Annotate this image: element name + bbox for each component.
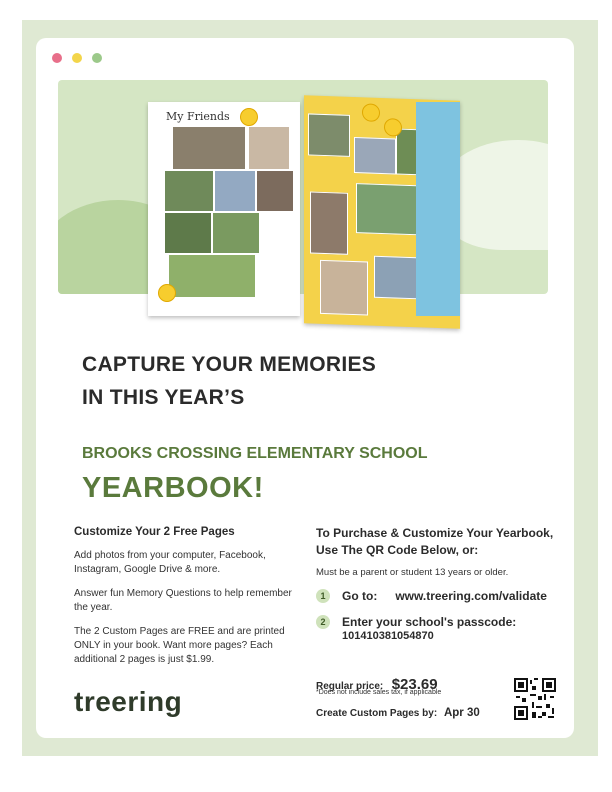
customize-paragraph: Answer fun Memory Questions to help remember the year. (74, 588, 292, 613)
customize-paragraph: The 2 Custom Pages are FREE and are printed ONLY in your book. Want more pages? Each additional 2 pages is just $1.99. (74, 626, 285, 665)
photo (214, 170, 256, 212)
yearbook-back-page (416, 102, 460, 316)
cool-emoji-icon (362, 103, 380, 122)
customize-section (74, 525, 294, 677)
customize-paragraph: Add photos from your computer, Facebook, Instagram, Google Drive & more. (74, 550, 266, 575)
green-dot (92, 53, 102, 63)
photo (320, 260, 368, 316)
deadline-label: Create Custom Pages by: (316, 708, 438, 719)
yearbook-left-page (148, 102, 300, 316)
customize-heading: Customize Your 2 Free Pages (74, 526, 235, 538)
yellow-dot (72, 53, 82, 63)
school-name: BROOKS CROSSING ELEMENTARY SCHOOL (82, 445, 428, 462)
headline-line1: CAPTURE YOUR MEMORIES (82, 353, 377, 376)
smile-emoji-icon (240, 108, 258, 126)
book-page-title: My Friends (166, 110, 230, 123)
tax-note: *Does not include sales tax, if applicable (316, 689, 442, 696)
photo (164, 212, 212, 254)
deadline-date: Apr 30 (443, 707, 480, 719)
step-number: 2 (316, 615, 330, 629)
photo (354, 137, 396, 174)
photo (164, 170, 214, 212)
photo (308, 113, 350, 156)
red-dot (52, 53, 62, 63)
photo (212, 212, 260, 254)
glasses-emoji-icon (384, 118, 402, 137)
photo (256, 170, 294, 212)
photo (168, 254, 256, 298)
heart-eyes-emoji-icon (158, 284, 176, 302)
photo (248, 126, 290, 170)
headline-line2: IN THIS YEAR’S (82, 386, 245, 409)
price-value: $23.69 (391, 676, 438, 693)
photo (172, 126, 246, 170)
purchase-step (316, 589, 547, 603)
purchase-heading: To Purchase & Customize Your Yearbook, Use The QR Code Below, or: (316, 526, 554, 557)
school-passcode: 101410381054870 (342, 630, 434, 642)
step-label: Go to: (342, 589, 378, 603)
purchase-section (316, 525, 566, 642)
qr-code-icon[interactable] (514, 678, 556, 720)
treering-logo: treering (74, 686, 183, 717)
yearbook-illustration (148, 98, 460, 328)
step-label: Enter your school's passcode: (342, 615, 517, 629)
purchase-step (316, 615, 516, 643)
photo (310, 191, 348, 254)
price-label: Regular price: (316, 681, 384, 692)
validate-url-link[interactable]: www.treering.com/validate (395, 589, 547, 603)
yearbook-title: YEARBOOK! (82, 472, 264, 504)
age-requirement-note: Must be a parent or student 13 years or older. (316, 567, 509, 578)
step-number: 1 (316, 589, 330, 603)
custom-pages-deadline (316, 707, 480, 719)
